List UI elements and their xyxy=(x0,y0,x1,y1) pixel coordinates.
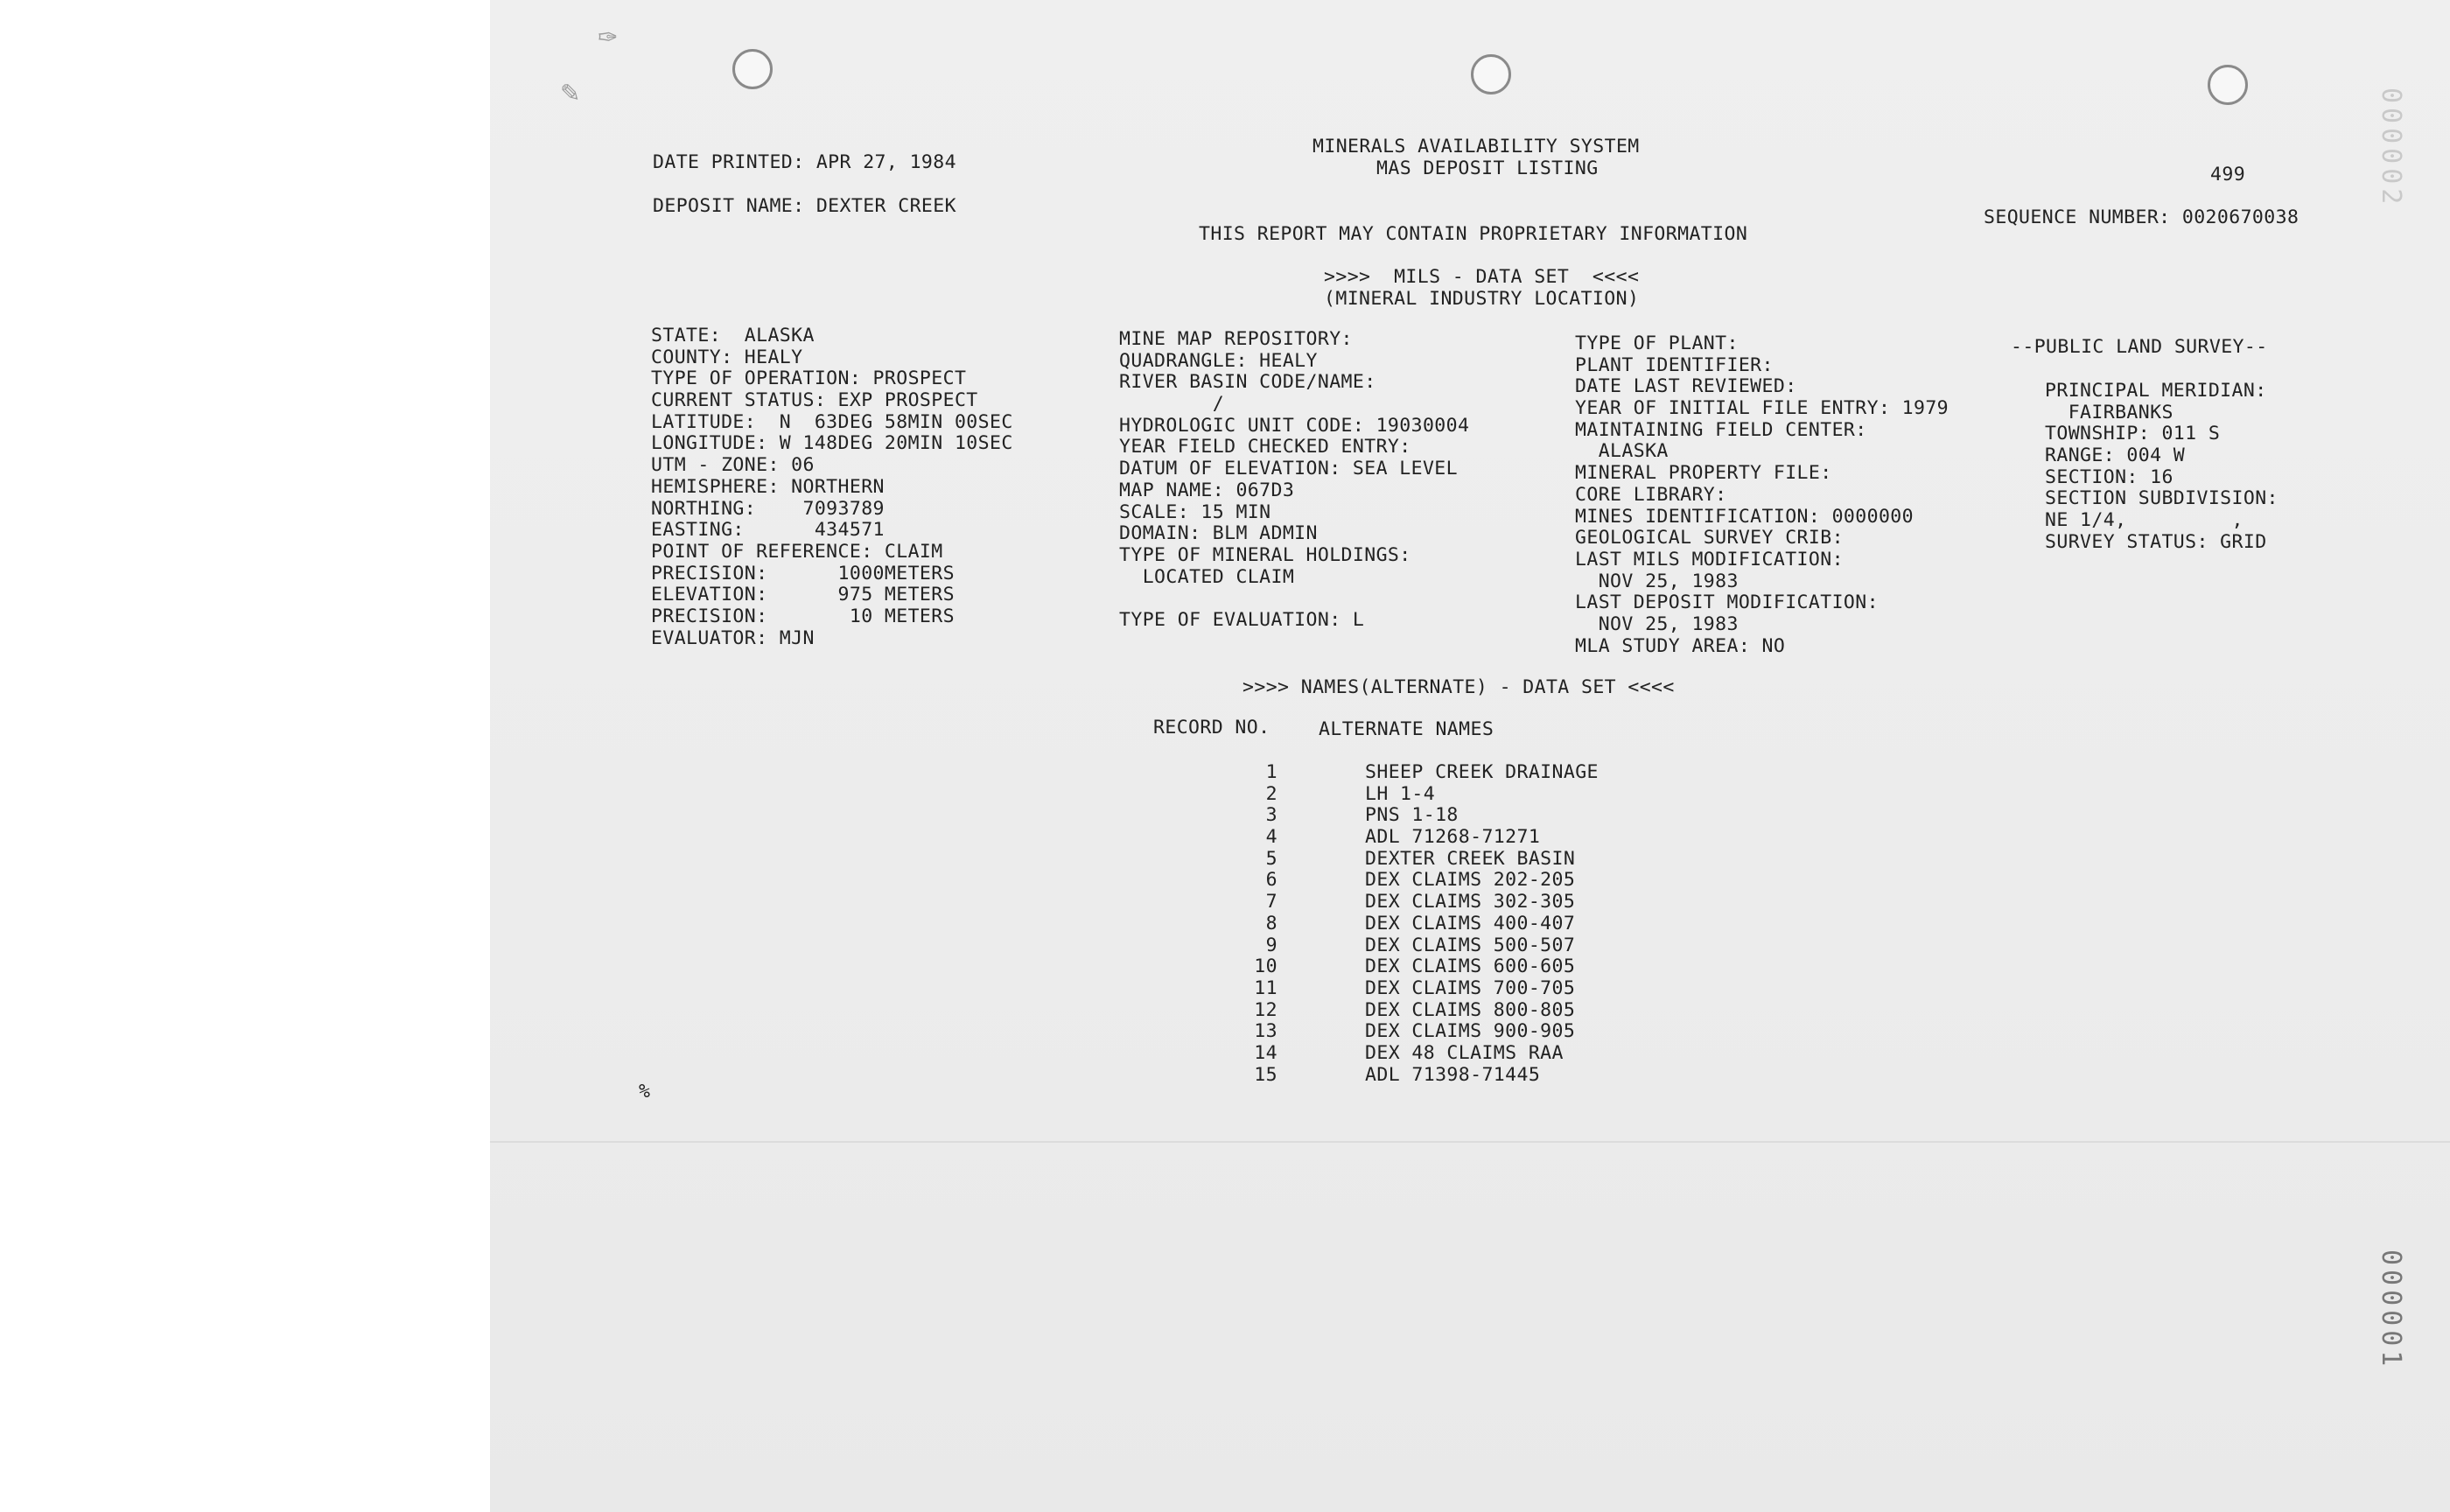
file-field-line: PLANT IDENTIFIER: xyxy=(1575,354,1774,376)
map-field-line: MAP NAME: 067D3 xyxy=(1119,479,1295,501)
names-section-title: >>>> NAMES(ALTERNATE) - DATA SET <<<< xyxy=(1242,676,1675,698)
system-subtitle: MAS DEPOSIT LISTING xyxy=(1376,158,1599,179)
alternate-name: ADL 71268-71271 xyxy=(1365,826,1541,849)
record-number: 15 xyxy=(1254,1063,1278,1086)
record-number: 7 xyxy=(1265,891,1278,914)
record-number: 6 xyxy=(1265,869,1278,892)
file-field-line: LAST DEPOSIT MODIFICATION: xyxy=(1575,592,1879,614)
alternate-names-table xyxy=(1138,762,1599,1086)
land-survey-field-line: RANGE: 004 W xyxy=(2045,444,2186,467)
map-field-line: SCALE: 15 MIN xyxy=(1119,500,1271,523)
location-field-line: UTM - ZONE: 06 xyxy=(651,454,815,477)
stamp-number: 000001 xyxy=(2376,1250,2406,1371)
land-survey-field-line: SECTION: 16 xyxy=(2045,466,2174,488)
scanned-page xyxy=(490,0,2450,1512)
record-number: 2 xyxy=(1265,782,1278,805)
map-field-line: DATUM OF ELEVATION: SEA LEVEL xyxy=(1119,458,1458,480)
alternate-name: LH 1-4 xyxy=(1365,782,1436,805)
map-field-line: TYPE OF EVALUATION: L xyxy=(1119,608,1365,631)
map-field-line: RIVER BASIN CODE/NAME: xyxy=(1119,371,1376,394)
alternate-name: DEXTER CREEK BASIN xyxy=(1365,847,1576,870)
sequence-number: SEQUENCE NUMBER: 0020670038 xyxy=(1984,206,2300,228)
record-number: 10 xyxy=(1254,956,1278,978)
page-fold-line xyxy=(490,1141,2450,1143)
table-row xyxy=(1138,827,1599,849)
alternate-name: DEX CLAIMS 302-305 xyxy=(1365,891,1576,914)
map-column xyxy=(1119,329,1469,632)
table-row xyxy=(1138,978,1599,1000)
map-field-line: QUADRANGLE: HEALY xyxy=(1119,349,1318,372)
record-number-header: RECORD NO. xyxy=(1153,717,1270,738)
map-field-line: LOCATED CLAIM xyxy=(1119,565,1295,588)
file-field-line: CORE LIBRARY: xyxy=(1575,483,1727,506)
alternate-name: DEX CLAIMS 800-805 xyxy=(1365,998,1576,1021)
record-number: 1 xyxy=(1265,761,1278,783)
location-field-line: EASTING: 434571 xyxy=(651,519,885,542)
location-field-line: EVALUATOR: MJN xyxy=(651,626,815,649)
table-row xyxy=(1138,914,1599,935)
file-field-line: NOV 25, 1983 xyxy=(1575,612,1739,635)
map-field-line xyxy=(1119,588,1469,610)
file-field-line: YEAR OF INITIAL FILE ENTRY: 1979 xyxy=(1575,397,1950,420)
table-row xyxy=(1138,870,1599,892)
footer-mark: % xyxy=(639,1081,651,1102)
table-row xyxy=(1138,935,1599,957)
dataset-subtitle: (MINERAL INDUSTRY LOCATION) xyxy=(1324,288,1640,310)
map-field-line: MINE MAP REPOSITORY: xyxy=(1119,328,1353,350)
record-number: 11 xyxy=(1254,976,1278,999)
file-field-line: DATE LAST REVIEWED: xyxy=(1575,375,1797,398)
location-field-line: COUNTY: HEALY xyxy=(651,346,803,368)
location-field-line: LATITUDE: N 63DEG 58MIN 00SEC xyxy=(651,410,1013,433)
land-survey-field-line: TOWNSHIP: 011 S xyxy=(2045,423,2221,445)
map-field-line: YEAR FIELD CHECKED ENTRY: xyxy=(1119,436,1411,458)
dataset-title: >>>> MILS - DATA SET <<<< xyxy=(1324,266,1640,288)
stray-mark-icon: ✑ xyxy=(598,23,619,52)
file-field-line: MLA STUDY AREA: NO xyxy=(1575,634,1786,657)
location-field-line: POINT OF REFERENCE: CLAIM xyxy=(651,540,943,563)
location-field-line: PRECISION: 10 METERS xyxy=(651,605,955,627)
location-field-line: NORTHING: 7093789 xyxy=(651,497,885,520)
file-field-line: TYPE OF PLANT: xyxy=(1575,332,1739,354)
map-field-line: HYDROLOGIC UNIT CODE: 19030004 xyxy=(1119,414,1470,437)
table-row xyxy=(1138,1043,1599,1065)
page-number: 499 xyxy=(2210,164,2246,186)
land-survey-column xyxy=(2045,381,2278,554)
location-field-line: ELEVATION: 975 METERS xyxy=(651,584,955,606)
record-number: 9 xyxy=(1265,934,1278,956)
record-number: 13 xyxy=(1254,1020,1278,1043)
alternate-name: DEX CLAIMS 500-507 xyxy=(1365,934,1576,956)
file-field-line: LAST MILS MODIFICATION: xyxy=(1575,548,1844,570)
map-field-line: DOMAIN: BLM ADMIN xyxy=(1119,522,1318,545)
location-field-line: TYPE OF OPERATION: PROSPECT xyxy=(651,368,967,390)
punch-hole-right xyxy=(2208,65,2248,105)
land-survey-field-line: PRINCIPAL MERIDIAN: xyxy=(2045,380,2267,402)
table-row xyxy=(1138,1021,1599,1043)
alternate-name: PNS 1-18 xyxy=(1365,804,1459,827)
file-field-line: MAINTAINING FIELD CENTER: xyxy=(1575,418,1867,441)
file-field-line: NOV 25, 1983 xyxy=(1575,570,1739,592)
map-field-line: TYPE OF MINERAL HOLDINGS: xyxy=(1119,543,1411,566)
system-title: MINERALS AVAILABILITY SYSTEM xyxy=(1312,136,1640,158)
date-printed: DATE PRINTED: APR 27, 1984 xyxy=(653,151,956,173)
alternate-names-header: ALTERNATE NAMES xyxy=(1319,718,1494,740)
table-row xyxy=(1138,784,1599,806)
alternate-name: DEX CLAIMS 202-205 xyxy=(1365,869,1576,892)
map-field-line: / xyxy=(1119,393,1225,416)
alternate-name: ADL 71398-71445 xyxy=(1365,1063,1541,1086)
alternate-name: DEX CLAIMS 900-905 xyxy=(1365,1020,1576,1043)
file-field-line: MINES IDENTIFICATION: 0000000 xyxy=(1575,505,1914,528)
land-survey-field-line: NE 1/4, , xyxy=(2045,509,2244,532)
land-survey-field-line: SURVEY STATUS: GRID xyxy=(2045,530,2267,553)
table-row xyxy=(1138,956,1599,978)
file-field-line: GEOLOGICAL SURVEY CRIB: xyxy=(1575,527,1844,550)
table-row xyxy=(1138,849,1599,871)
alternate-name: DEX CLAIMS 600-605 xyxy=(1365,956,1576,978)
punch-hole-left xyxy=(732,49,773,89)
alternate-name: DEX CLAIMS 400-407 xyxy=(1365,912,1576,934)
location-column xyxy=(651,326,1013,649)
file-field-line: ALASKA xyxy=(1575,440,1669,463)
alternate-name: SHEEP CREEK DRAINAGE xyxy=(1365,761,1599,783)
land-survey-title: --PUBLIC LAND SURVEY-- xyxy=(2011,336,2268,358)
record-number: 8 xyxy=(1265,912,1278,934)
alternate-name: DEX 48 CLAIMS RAA xyxy=(1365,1041,1564,1064)
file-column xyxy=(1575,333,1949,657)
location-field-line: STATE: ALASKA xyxy=(651,325,815,346)
stray-mark-icon: ✎ xyxy=(560,79,581,108)
stamp-number-faint: 000002 xyxy=(2376,88,2406,209)
proprietary-notice: THIS REPORT MAY CONTAIN PROPRIETARY INFORMATION xyxy=(1199,223,1748,245)
land-survey-field-line: SECTION SUBDIVISION: xyxy=(2045,487,2278,510)
record-number: 3 xyxy=(1265,804,1278,827)
table-row xyxy=(1138,762,1599,784)
file-field-line: MINERAL PROPERTY FILE: xyxy=(1575,462,1832,485)
deposit-name: DEPOSIT NAME: DEXTER CREEK xyxy=(653,195,956,217)
location-field-line: PRECISION: 1000METERS xyxy=(651,562,955,584)
record-number: 4 xyxy=(1265,826,1278,849)
punch-hole-center xyxy=(1471,54,1511,94)
table-row xyxy=(1138,805,1599,827)
location-field-line: HEMISPHERE: NORTHERN xyxy=(651,475,885,498)
location-field-line: LONGITUDE: W 148DEG 20MIN 10SEC xyxy=(651,432,1013,455)
alternate-name: DEX CLAIMS 700-705 xyxy=(1365,976,1576,999)
table-row xyxy=(1138,1000,1599,1022)
record-number: 5 xyxy=(1265,847,1278,870)
record-number: 14 xyxy=(1254,1041,1278,1064)
location-field-line: CURRENT STATUS: EXP PROSPECT xyxy=(651,389,978,412)
record-number: 12 xyxy=(1254,998,1278,1021)
land-survey-field-line: FAIRBANKS xyxy=(2045,401,2174,424)
table-row xyxy=(1138,892,1599,914)
table-row xyxy=(1138,1065,1599,1087)
